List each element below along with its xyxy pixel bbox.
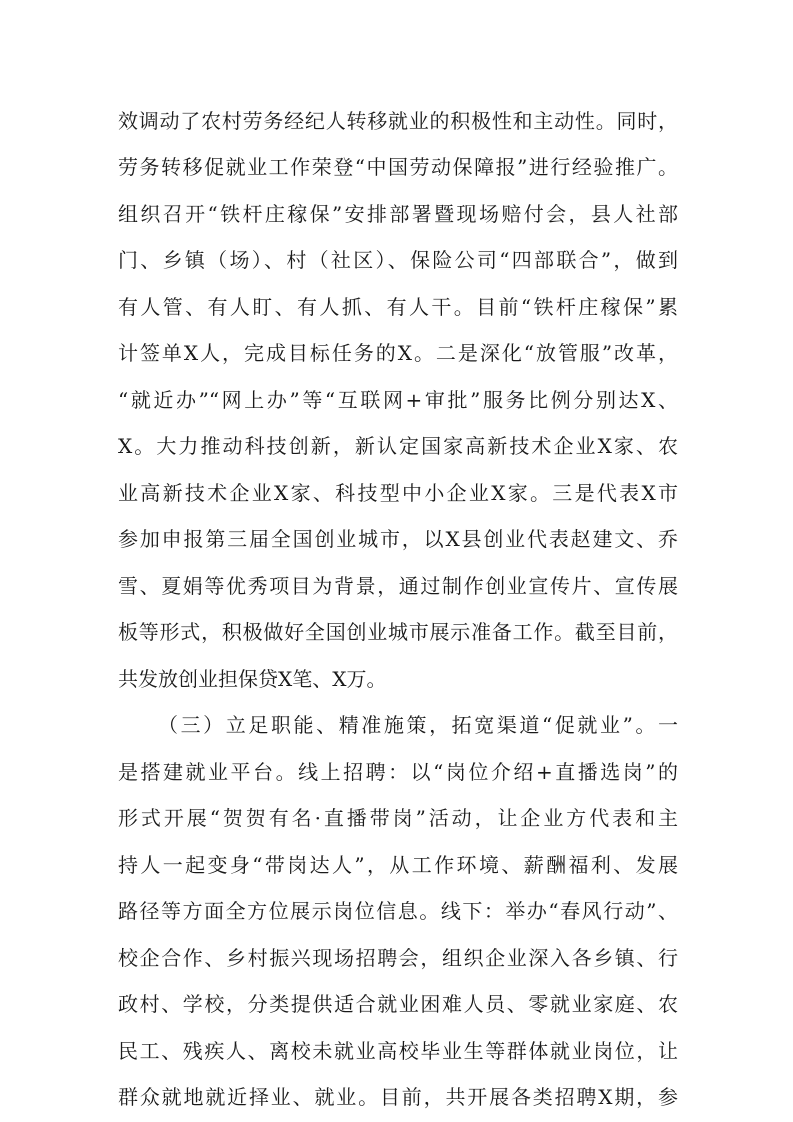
- text-line: 是搭建就业平台。线上招聘：以“岗位介绍+直播选岗”的: [118, 760, 678, 784]
- text-line: 持人一起变身“带岗达人”，从工作环境、薪酬福利、发展: [118, 853, 678, 877]
- section-heading-line: （三）立足职能、精准施策，拓宽渠道“促就业”。一: [158, 713, 678, 737]
- text-line: 计签单X人，完成目标任务的X。二是深化“放管服”改革，: [118, 341, 678, 365]
- text-line: 参加申报第三届全国创业城市，以X县创业代表赵建文、乔: [118, 527, 678, 551]
- text-line: 群众就地就近择业、就业。目前，共开展各类招聘X期，参: [118, 1085, 678, 1109]
- text-line: 门、乡镇（场）、村（社区）、保险公司“四部联合”，做到: [118, 248, 678, 272]
- text-line: X。大力推动科技创新，新认定国家高新技术企业X家、农: [118, 434, 678, 458]
- text-line: 雪、夏娟等优秀项目为背景，通过制作创业宣传片、宣传展: [118, 574, 678, 598]
- text-line: 效调动了农村劳务经纪人转移就业的积极性和主动性。同时，: [118, 109, 678, 133]
- text-line: 政村、学校，分类提供适合就业困难人员、零就业家庭、农: [118, 992, 678, 1016]
- text-line: 民工、残疾人、离校未就业高校毕业生等群体就业岗位，让: [118, 1039, 678, 1063]
- text-line: 形式开展“贺贺有名·直播带岗”活动，让企业方代表和主: [118, 806, 678, 830]
- text-line: 业高新技术企业X家、科技型中小企业X家。三是代表X市: [118, 481, 678, 505]
- text-line: 组织召开“铁杆庄稼保”安排部署暨现场赔付会，县人社部: [118, 202, 678, 226]
- text-line: 劳务转移促就业工作荣登“中国劳动保障报”进行经验推广。: [118, 155, 678, 179]
- text-line: 有人管、有人盯、有人抓、有人干。目前“铁杆庄稼保”累: [118, 295, 678, 319]
- paragraph-last-line: 共发放创业担保贷X笔、X万。: [118, 667, 387, 691]
- text-line: 校企合作、乡村振兴现场招聘会，组织企业深入各乡镇、行: [118, 946, 678, 970]
- text-line: “就近办”“网上办”等“互联网+审批”服务比例分别达X、: [118, 388, 678, 412]
- text-line: 板等形式，积极做好全国创业城市展示准备工作。截至目前，: [118, 620, 678, 644]
- text-line: 路径等方面全方位展示岗位信息。线下：举办“春风行动”、: [118, 899, 678, 923]
